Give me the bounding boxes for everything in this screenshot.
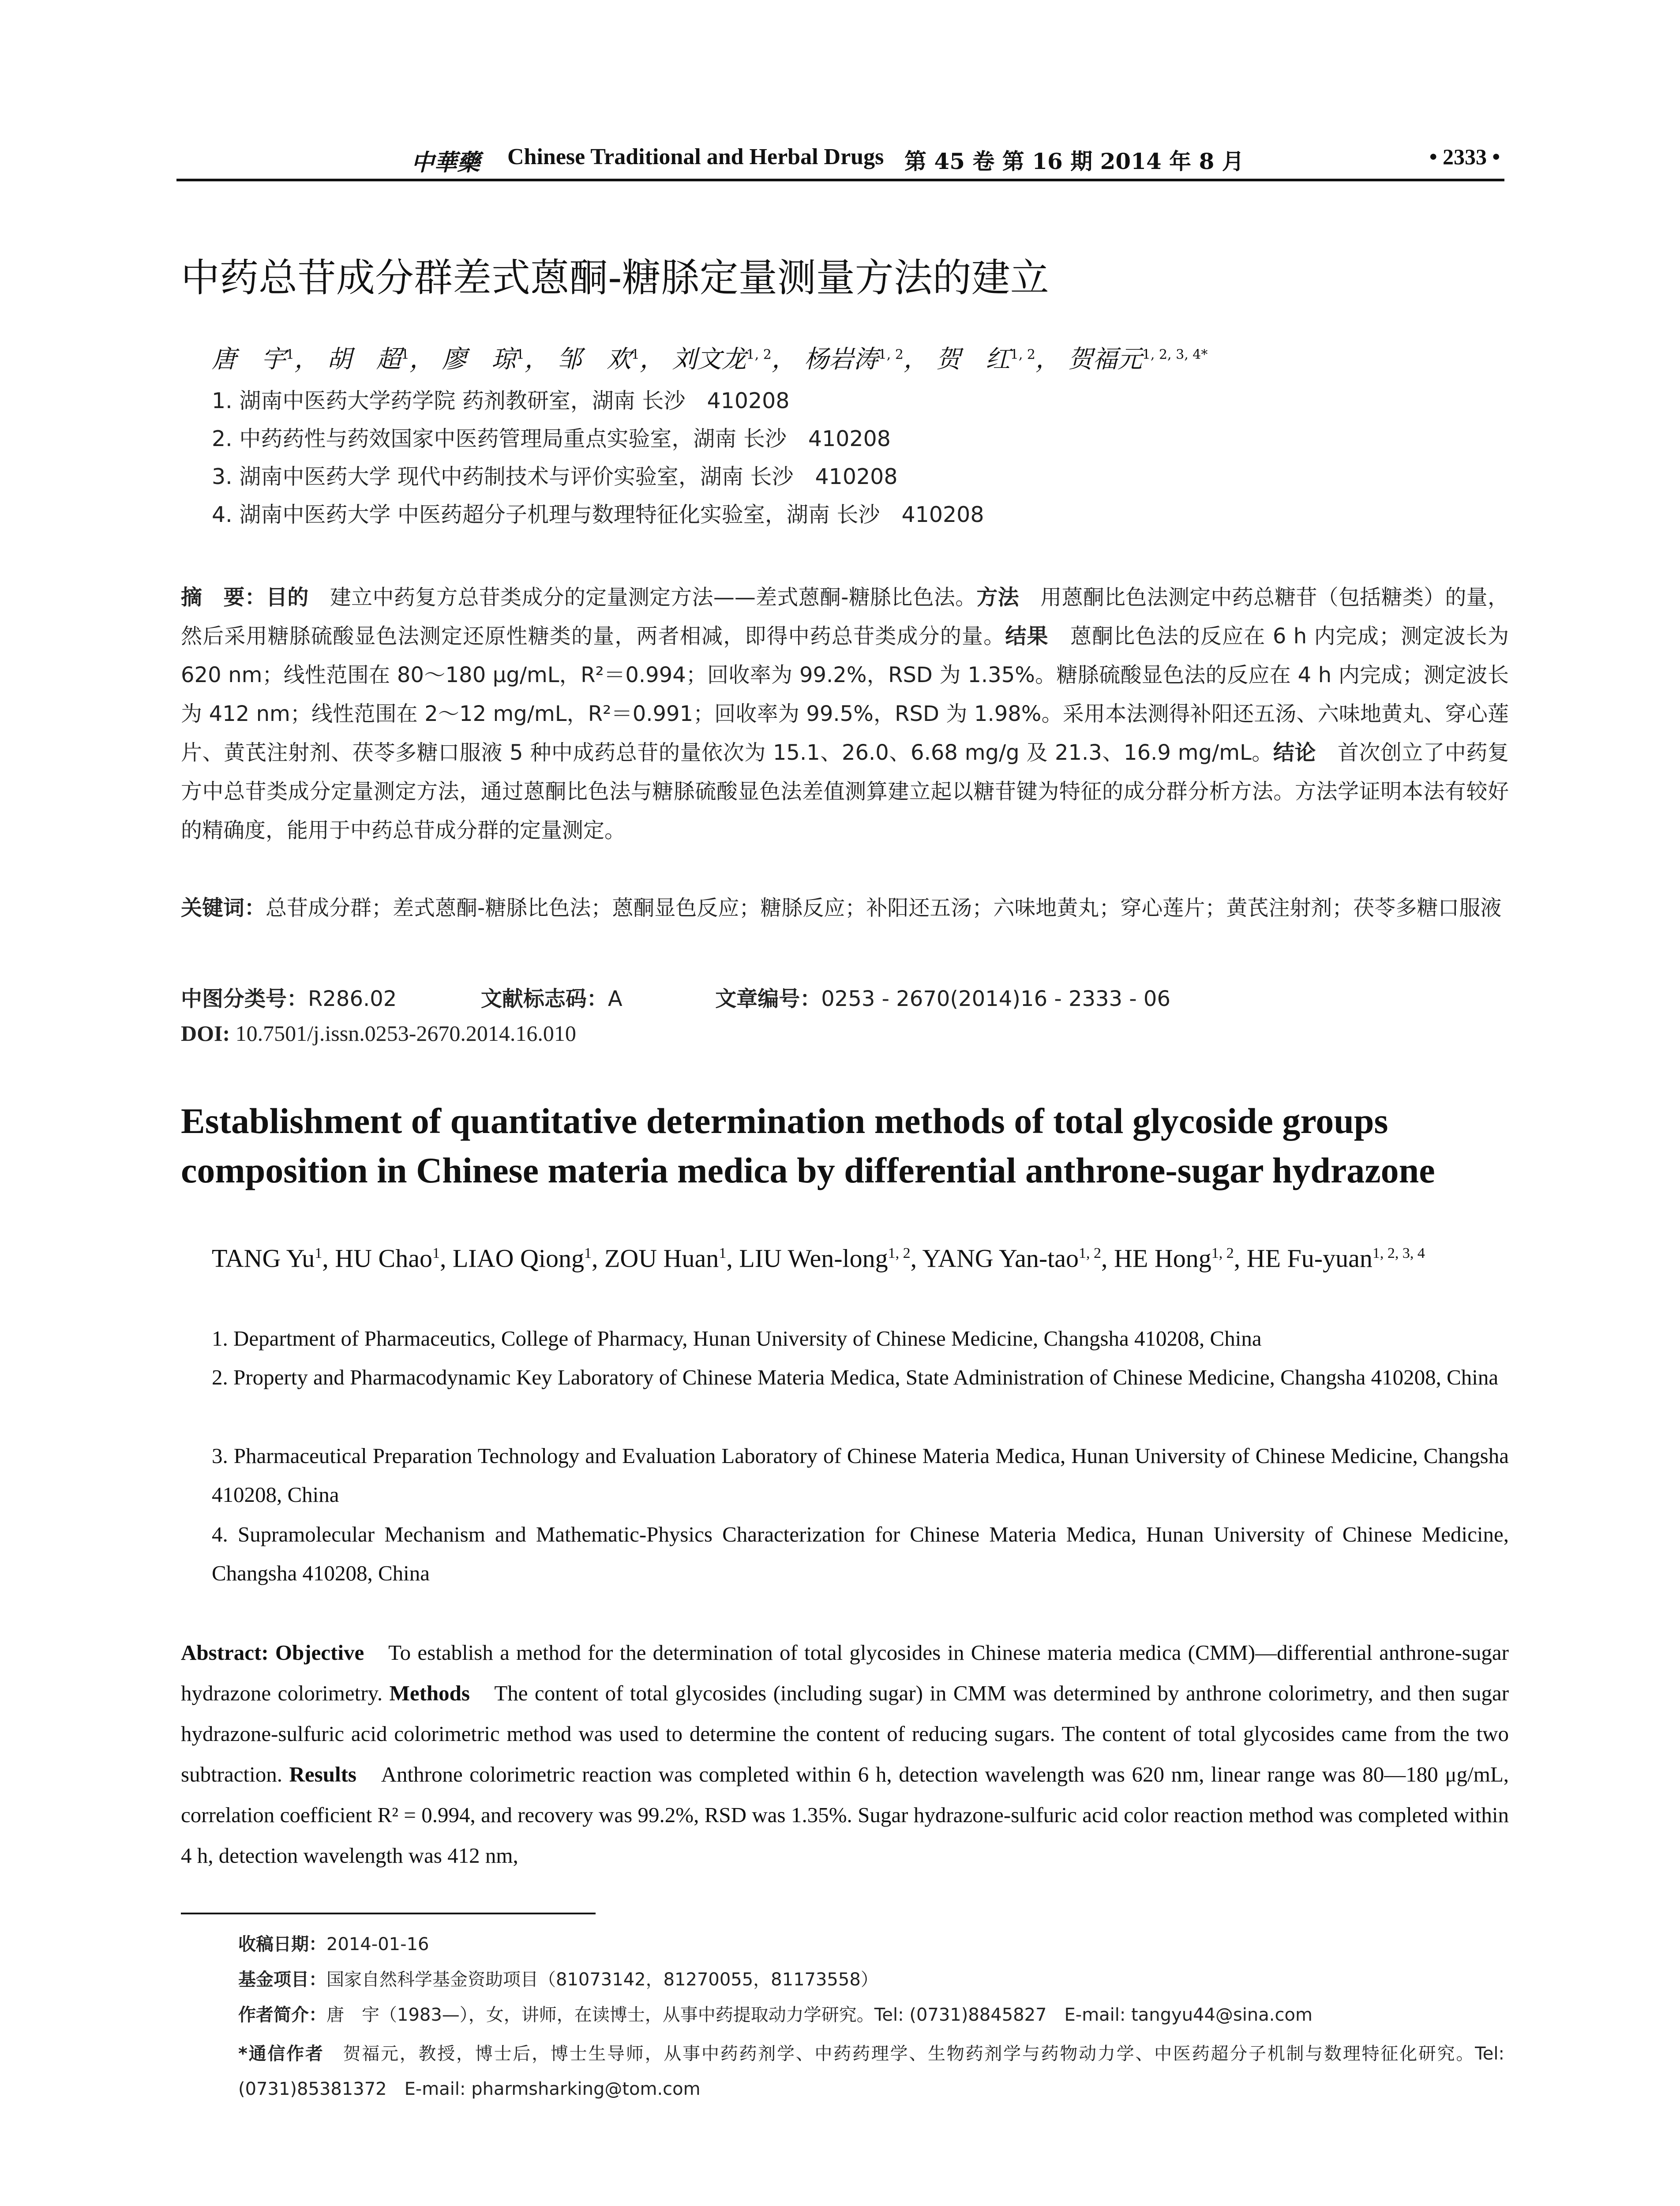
clc-label: 中图分类号： (181, 987, 308, 1011)
cn-abstract-label: 摘 要： (181, 585, 266, 610)
en-author: ZOU Huan (604, 1244, 719, 1273)
en-author-sup: 1, 2, 3, 4 (1372, 1245, 1425, 1261)
cn-author-sup: 1 (516, 347, 525, 363)
en-results-text: Anthrone colorimetric reaction was completed within 6 h, detection wavelength was 620 nm, linear range was 80—180 μg/mL, correlation coefficient R² = 0.994, and recovery was 99.2%, RSD was 1.35%. Sugar hydrazone-sulfuric acid color reaction method was completed within 4 h, detection wavelength was 412 nm, (181, 1762, 1509, 1868)
en-author-sup: 1 (315, 1245, 322, 1261)
en-affiliation: 4. Supramolecular Mechanism and Mathematic-Physics Characterization for Chinese Materia Medica, Hunan University of Chinese Medicine, Changsha 410208, China (212, 1522, 1509, 1585)
en-affiliation: 1. Department of Pharmaceutics, College of Pharmacy, Hunan University of Chinese Medicine, Changsha 410208, China (212, 1326, 1262, 1351)
footnote-corresponding (238, 2036, 1504, 2107)
cn-author: 邹 欢 (557, 345, 631, 374)
en-author-sup: 1 (432, 1245, 440, 1261)
en-author-sup: 1, 2 (888, 1245, 911, 1261)
en-objective-text: To establish a method for the determination of total glycosides in Chinese materia medica (CMM)—differential anthrone-sugar hydrazone colorimetry. (181, 1640, 1509, 1705)
cn-results-label: 结果 (1005, 624, 1049, 649)
classification-line (181, 982, 1170, 1012)
en-author-sup: 1, 2 (1079, 1245, 1101, 1261)
cn-objective-label: 目的 (266, 585, 309, 610)
footnote-rule (181, 1913, 596, 1914)
en-methods-text: The content of total glycosides (including sugar) in CMM was determined by anthrone colorimetry, and then sugar hydrazone-sulfuric acid colorimetric method was used to determine the content of reducing sugars. The content of total glycosides came from the two subtraction. (181, 1681, 1509, 1786)
clc-value: R286.02 (308, 987, 397, 1011)
en-author-sup: 1 (584, 1245, 592, 1261)
cn-author-sup: 1 (286, 347, 295, 363)
cn-author: 杨岩涛 (804, 345, 878, 374)
en-author: HE Hong (1114, 1244, 1211, 1273)
cn-affiliation: 3. 湖南中医药大学 现代中药制技术与评价实验室，湖南 长沙 410208 (212, 464, 898, 489)
en-author-sup: 1, 2 (1211, 1245, 1234, 1261)
cn-author: 贺 红 (936, 345, 1010, 374)
cn-author: 胡 超 (326, 345, 401, 374)
en-author: LIAO Qiong (452, 1244, 584, 1273)
cn-affiliation: 2. 中药药性与药效国家中医药管理局重点实验室，湖南 长沙 410208 (212, 426, 891, 451)
running-header (176, 140, 1504, 180)
doc-code-label: 文献标志码： (480, 987, 608, 1011)
journal-brand: 中華藥 (411, 149, 480, 176)
cn-author-sup: 1 (401, 347, 409, 363)
doi-label: DOI: (181, 1021, 230, 1046)
cn-abstract (181, 578, 1509, 850)
cn-author-list: 唐 宇$^1$， 胡 超$^1$， 廖 琼$^1$， 邹 欢$^1$， 刘文龙$^{1, 2}$， 杨岩涛$^{1, 2}$， 贺 红$^{1, 2}$， 贺福元$^{1, 2, 3, 4*}$ (212, 345, 1208, 374)
keywords-label: 关键词： (181, 896, 266, 920)
en-author-sup: 1 (719, 1245, 727, 1261)
cn-objective-text: 建立中药复方总苷类成分的定量测定方法——差式蒽酮-糖脎比色法。 (308, 585, 977, 610)
en-title: Establishment of quantitative determination methods of total glycoside groups composition in Chinese materia medica by differential anthrone-sugar hydrazone (181, 1101, 1435, 1190)
cn-results-text: 蒽酮比色法的反应在 6 h 内完成；测定波长为 620 nm；线性范围在 80～180 μg/mL，R²＝0.994；回收率为 99.2%，RSD 为 1.35%。糖脎硫酸显色法的反应在 4 h 内完成；测定波长为 412 nm；线性范围在 2～12 mg/mL，R²＝0.991；回收率为 99.5%，RSD 为 1.98%。采用本法测得补阳还五汤、六味地黄丸、穿心莲片、黄芪注射剂、茯苓多糖口服液 5 种中成药总苷的量依次为 15.1、26.0、6.68 mg/g 及 21.3、16.9 mg/mL。 (181, 624, 1509, 765)
footnote-author-bio (238, 2001, 1312, 2026)
footnote-text: 唐 宇（1983—），女，讲师，在读博士，从事中药提取动力学研究。Tel: (0731)8845827 E-mail: tangyu44@sina.com (326, 2005, 1312, 2025)
footnote-label: 基金项目： (238, 1970, 326, 1990)
en-author: YANG Yan-tao (922, 1244, 1079, 1273)
cn-affiliation: 1. 湖南中医药大学药学院 药剂教研室，湖南 长沙 410208 (212, 388, 790, 413)
cn-author-sup: 1 (631, 347, 640, 363)
article-number-value: 0253 - 2670(2014)16 - 2333 - 06 (821, 987, 1171, 1011)
page-number: • 2333 • (1429, 144, 1500, 169)
doi-value[interactable]: 10.7501/j.issn.0253-2670.2014.16.010 (235, 1021, 576, 1046)
cn-keywords (181, 889, 1509, 927)
cn-author: 唐 宇 (212, 345, 286, 374)
en-affiliation: 3. Pharmaceutical Preparation Technology and Evaluation Laboratory of Chinese Materia Medica, Hunan University of Chinese Medicine, Changsha 410208, China (212, 1444, 1509, 1507)
cn-author: 刘文龙 (672, 345, 746, 374)
cn-methods-text: 用蒽酮比色法测定中药总糖苷（包括糖类）的量，然后采用糖脎硫酸显色法测定还原性糖类的量，两者相减，即得中药总苷类成分的量。 (181, 585, 1509, 649)
cn-conclusion-text: 首次创立了中药复方中总苷类成分定量测定方法，通过蒽酮比色法与糖脎硫酸显色法差值测算建立起以糖苷键为特征的成分群分析方法。方法学证明本法有较好的精确度，能用于中药总苷成分群的定量测定。 (181, 740, 1509, 843)
header-rule (176, 179, 1504, 181)
cn-author-sup: 1, 2, 3, 4* (1142, 347, 1208, 363)
journal-name: Chinese Traditional and Herbal Drugs (507, 144, 884, 169)
cn-author: 廖 琼 (442, 345, 516, 374)
en-author: HE Fu-yuan (1246, 1244, 1372, 1273)
footnote-label: 作者简介： (238, 2005, 326, 2025)
article-number-label: 文章编号： (715, 987, 821, 1011)
cn-author-sup: 1, 2 (746, 347, 772, 363)
en-author: HU Chao (335, 1244, 432, 1273)
cn-conclusion-label: 结论 (1273, 740, 1316, 765)
en-results-label: Results (289, 1762, 357, 1786)
cn-affiliation: 4. 湖南中医药大学 中医药超分子机理与数理特征化实验室，湖南 长沙 410208 (212, 502, 984, 527)
doi-line (181, 1020, 576, 1046)
keywords-text: 总苷成分群；差式蒽酮-糖脎比色法；蒽酮显色反应；糖脎反应；补阳还五汤；六味地黄丸；穿心莲片；黄芪注射剂；茯苓多糖口服液 (266, 896, 1502, 920)
cn-methods-label: 方法 (976, 585, 1019, 610)
doc-code-value: A (608, 987, 622, 1011)
footnote-text: 2014-01-16 (326, 1934, 429, 1955)
footnote-label: 收稿日期： (238, 1934, 326, 1955)
cn-author: 贺福元 (1068, 345, 1142, 374)
footnote-label: *通信作者 (238, 2044, 324, 2064)
volume-info: 第 45 卷 第 16 期 2014 年 8 月 (904, 148, 1244, 174)
footnote-funding (238, 1966, 878, 1991)
footnote-text: 国家自然科学基金资助项目（81073142，81270055，81173558） (326, 1970, 878, 1990)
en-author: TANG Yu (212, 1244, 315, 1273)
en-methods-label: Methods (389, 1681, 470, 1705)
footnote-text: 贺福元，教授，博士后，博士生导师，从事中药药剂学、中药药理学、生物药剂学与药物动力学、中医药超分子机制与数理特征化研究。Tel: (0731)85381372 E-mail: pharmsharking@tom.com (238, 2044, 1504, 2099)
footnote-received (238, 1930, 429, 1955)
en-abstract (181, 1632, 1509, 1876)
en-author-list: TANG Yu$^1$, HU Chao$^1$, LIAO Qiong$^1$, ZOU Huan$^1$, LIU Wen-long$^{1, 2}$, YANG Yan-tao$^{1, 2}$, HE Hong$^{1, 2}$, HE Fu-yuan$^{1, 2, 3, 4}$ (212, 1244, 1425, 1273)
cn-title: 中药总苷成分群差式蒽酮-糖脎定量测量方法的建立 (181, 255, 1049, 300)
en-abstract-label: Abstract: Objective (181, 1640, 364, 1665)
en-affiliation: 2. Property and Pharmacodynamic Key Laboratory of Chinese Materia Medica, State Administration of Chinese Medicine, Changsha 410208, China (212, 1365, 1499, 1389)
cn-author-sup: 1, 2 (1010, 347, 1035, 363)
cn-author-sup: 1, 2 (878, 347, 904, 363)
en-author: LIU Wen-long (739, 1244, 888, 1273)
